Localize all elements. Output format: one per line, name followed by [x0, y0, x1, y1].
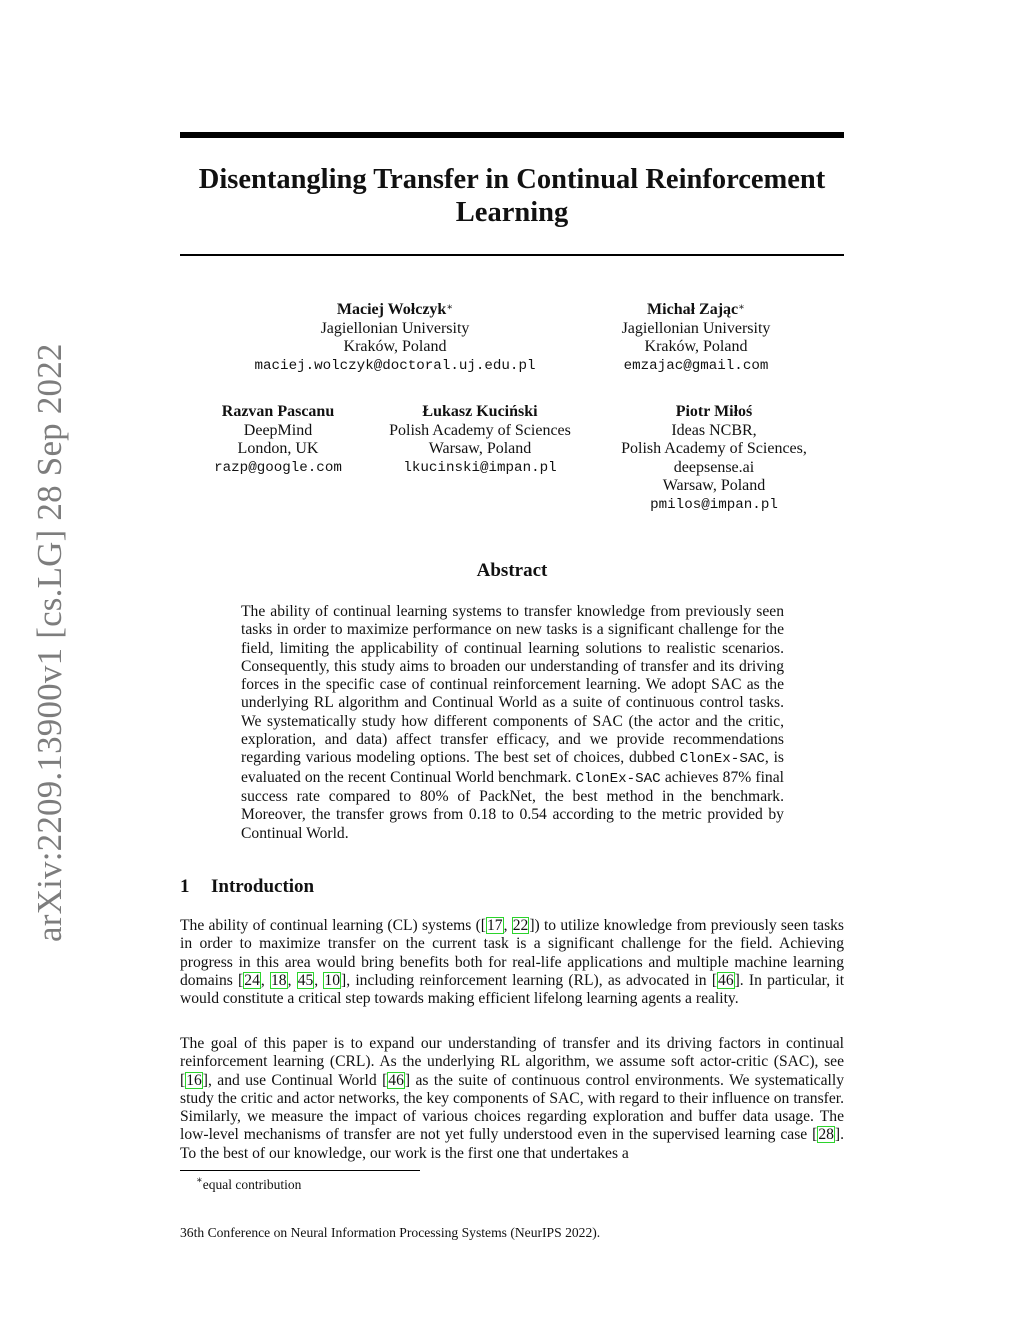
citation-link[interactable]: 10	[324, 971, 341, 989]
citation-link[interactable]: 22	[512, 917, 529, 934]
author-name: Maciej Wołczyk	[336, 301, 447, 318]
conference-note: 36th Conference on Neural Information Processing Systems (NeurIPS 2022).	[180, 1225, 601, 1240]
author-email[interactable]: maciej.wolczyk@doctoral.uj.edu.pl	[254, 357, 536, 374]
author-block	[604, 403, 824, 514]
paper-title: Disentangling Transfer in Continual Reinforcement Learning	[198, 164, 826, 228]
section-heading	[180, 876, 314, 898]
citation-link[interactable]: 45	[297, 971, 314, 989]
title-bottom-rule	[180, 254, 844, 256]
author-name: Łukasz Kuciński	[422, 403, 538, 420]
author-mark: ∗	[446, 302, 454, 313]
footnote	[196, 1177, 301, 1193]
citation-link[interactable]: 46	[388, 1071, 404, 1089]
body-text: ]) to utilize knowledge from previously seen tasks in order to maximize transfer on the current task is a significant challenge for the field. Achieving progress in this area would bring benefits both for real-life applications and multiple machine learning domains [	[180, 917, 845, 989]
author-name: Piotr Miłoś	[675, 403, 753, 420]
author-affiliation: Ideas NCBR,	[671, 421, 757, 439]
citation-link[interactable]: 18	[270, 971, 287, 989]
method-name: ClonEx-SAC	[575, 770, 661, 787]
abstract-text: , is evaluated on the recent Continual World benchmark.	[241, 749, 784, 786]
abstract-text: according to the metric provided by Continual World.	[241, 806, 784, 842]
body-text: ], and use Continual World [	[202, 1071, 388, 1089]
author-block	[244, 301, 546, 375]
method-name: ClonEx-SAC	[679, 751, 765, 768]
author-affiliation: Polish Academy of Sciences	[389, 421, 571, 439]
author-location: Kraków, Poland	[644, 338, 748, 355]
author-location: Kraków, Poland	[343, 338, 447, 355]
author-block	[198, 403, 358, 477]
abstract-text: final success rate compared to	[241, 768, 784, 805]
abstract-text: The ability of continual learning systems to transfer knowledge from previously seen tasks in order to maximize performance on new tasks is a significant challenge for the field, limiting the applicability of continual learning solutions to realistic scenarios. Consequently, this study aims to broaden our understanding of transfer and its driving forces in the specific case of continual reinforcement learning. We adopt SAC as the underlying RL algorithm and Continual World as a suite of continuous control tasks. We systematically study how different components of SAC (the actor and the critic, exploration, and data) affect transfer efficacy, and we provide recommendations regarding various modeling options. The best set of choices, dubbed	[241, 603, 784, 767]
section-title: Introduction	[211, 876, 315, 897]
author-email[interactable]: razp@google.com	[214, 459, 342, 476]
abstract-heading: Abstract	[476, 560, 548, 581]
author-block	[596, 301, 796, 375]
metric-value: 0.18	[468, 806, 497, 824]
author-email[interactable]: emzajac@gmail.com	[623, 357, 769, 374]
author-email[interactable]: pmilos@impan.pl	[650, 496, 778, 513]
intro-paragraph: The ability of continual learning (CL) systems ([17, 22]) to utilize knowledge from previously seen tasks in order to maximize transfer on the current task is a significant challenge for the field. Achieving progress in this area would bring benefits both for real-life applications and multiple machine learning domains [24, 18, 45, 10], including reinforcement learning (RL), as advocated in [46]. In particular, it would constitute a critical step towards making efficient lifelong learning agents a reality.	[180, 917, 845, 1008]
citation-link[interactable]: 16	[186, 1071, 202, 1089]
author-mark: ∗	[738, 302, 745, 313]
body-text: ], including reinforcement learning (RL), as advocated in [	[341, 971, 718, 989]
author-location: London, UK	[237, 440, 319, 457]
metric-value: 80%	[419, 787, 449, 805]
author-affiliation: deepsense.ai	[673, 458, 755, 476]
abstract-text: achieves	[664, 768, 719, 786]
title-top-rule	[180, 132, 844, 138]
author-location: Warsaw, Poland	[662, 477, 766, 494]
author-location: Warsaw, Poland	[428, 440, 532, 457]
arxiv-identifier: arXiv:2209.13900v1 [cs.LG] 28 Sep 2022	[30, 343, 69, 942]
section-number: 1	[180, 876, 190, 897]
metric-value: 87%	[722, 768, 752, 786]
citation-link[interactable]: 17	[487, 917, 503, 934]
intro-paragraph	[180, 1035, 844, 1163]
author-name: Razvan Pascanu	[221, 403, 335, 420]
footnote-text: equal contribution	[202, 1177, 302, 1192]
footnote-mark: ∗	[196, 1175, 203, 1186]
body-text: ]. To the best of our knowledge, our work is the first one that undertakes a	[180, 1126, 844, 1162]
citation-link[interactable]: 28	[818, 1126, 834, 1144]
body-text: ] as the suite of continuous control environments. We systematically study the critic and actor networks, the key components of SAC, with regard to their influence on transfer. Similarly, we measure the impact of various choices regarding exploration and buffer data usage. The low-level mechanisms of transfer are not yet fully understood even in the supervised learning case [	[180, 1071, 844, 1144]
author-affiliation: DeepMind	[243, 421, 313, 439]
author-affiliation: Polish Academy of Sciences,	[621, 440, 807, 457]
body-text: The ability of continual learning (CL) systems ([	[180, 917, 486, 934]
author-affiliation: Jagiellonian University	[621, 319, 771, 337]
author-name: Michał Zając	[647, 301, 739, 318]
footnote-rule	[180, 1170, 420, 1171]
body-text: The goal of this paper is to expand our understanding of transfer and its driving factors in continual reinforcement learning (CRL). As the underlying RL algorithm, we assume soft actor-critic (SAC), see [	[180, 1035, 844, 1089]
author-email[interactable]: lkucinski@impan.pl	[403, 459, 557, 476]
abstract-text: of PackNet, the best method in the benchmark. Moreover, the transfer grows from	[241, 787, 784, 824]
abstract-text: to	[501, 806, 514, 824]
body-text: ]. In particular, it would constitute a critical step towards making efficient lifelong learning agents a reality.	[180, 971, 845, 1008]
author-block	[380, 403, 580, 477]
citation-link[interactable]: 24	[244, 971, 260, 989]
author-affiliation: Jagiellonian University	[320, 319, 470, 337]
metric-value: 0.54	[519, 806, 547, 824]
citation-link[interactable]: 46	[718, 971, 734, 989]
abstract-body	[241, 603, 784, 843]
